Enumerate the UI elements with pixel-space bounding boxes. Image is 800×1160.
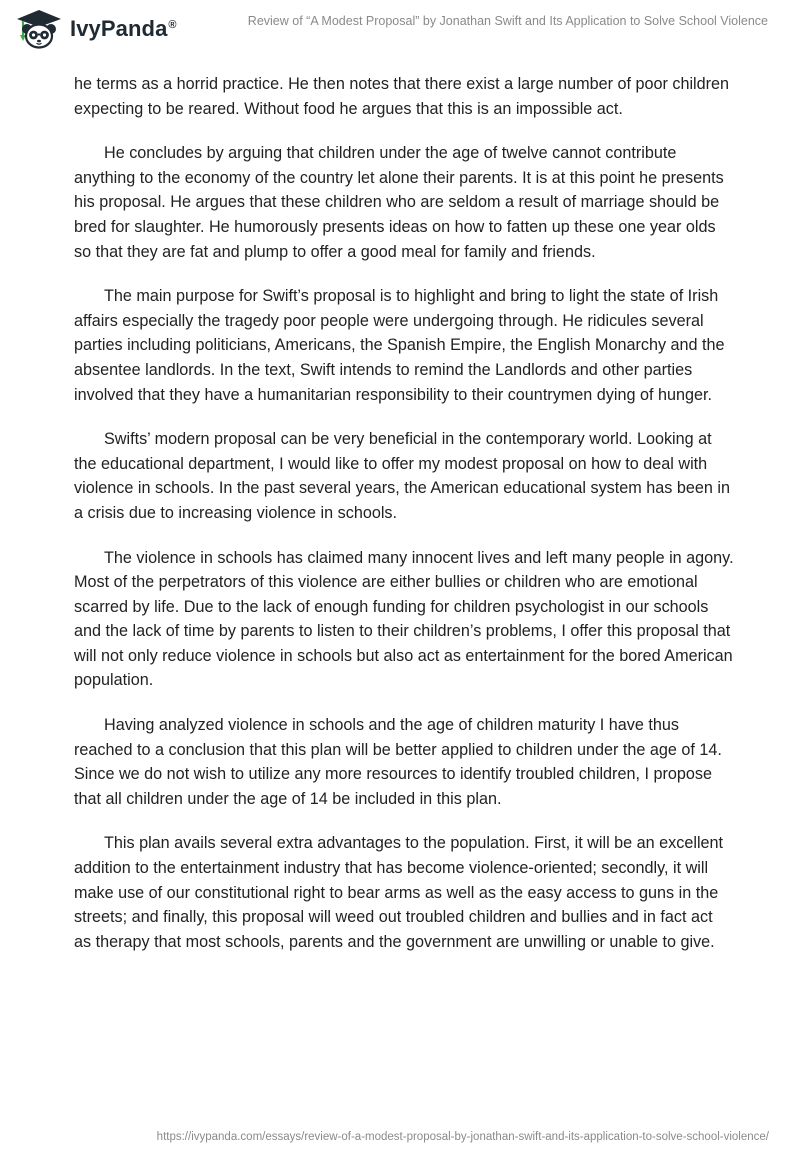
paragraph: This plan avails several extra advantages to the population. First, it will be an excellent addition to the entertainment industry that has become violence-oriented; secondly, it will make use of our constitutional right to bear arms as well as the easy access to guns in the streets; and finally, this proposal will weed out troubled children and bullies and in fact act as therapy that most schools, parents and the government are unwilling or unable to give. xyxy=(74,834,724,951)
paragraph: The main purpose for Swift’s proposal is to highlight and bring to light the state of Irish affairs especially the tragedy poor people were undergoing through. He ridicules several parties including politicians, Americans, the Spanish Empire, the English Monarchy and the absentee landlords. In the text, Swift intends to remind the Landlords and other parties involved that they have a humanitarian responsibility to their countrymen dying of hunger. xyxy=(74,287,725,404)
running-title: Review of “A Modest Proposal” by Jonathan Swift and Its Application to Solve School Violence xyxy=(247,14,768,28)
ivypanda-logo[interactable] xyxy=(14,8,177,50)
panda-graduate-icon xyxy=(14,8,64,50)
page-header xyxy=(0,0,800,60)
paragraph: He concludes by arguing that children under the age of twelve cannot contribute anything to the economy of the country let alone their parents. It is at this point he presents his proposal. He argues that these children who are seldom a result of marriage should be bred for slaughter. He humorously presents ideas on how to fatten up these one year olds so that they are fat and plump to offer a good meal for family and friends. xyxy=(74,144,724,261)
paragraph: Having analyzed violence in schools and the age of children maturity I have thus reached to a conclusion that this plan will be better applied to children under the age of 14. Since we do not wish to utilize any more resources to identify troubled children, I propose that all children under the age of 14 be included in this plan. xyxy=(74,716,722,808)
essay-body xyxy=(74,72,734,974)
paragraph: The violence in schools has claimed many innocent lives and left many people in agony. Most of the perpetrators of this violence are either bullies or children who are emotional scarred by life. Due to the lack of enough funding for children psychologist in our schools and the lack of time by parents to listen to their children’s problems, I offer this proposal that will not only reduce violence in schools but also act as entertainment for the bored American population. xyxy=(74,548,734,690)
paragraph: Swifts’ modern proposal can be very beneficial in the contemporary world. Looking at the educational department, I would like to offer my modest proposal on how to deal with violence in schools. In the past several years, the American educational system has been in a crisis due to increasing violence in schools. xyxy=(74,430,730,522)
brand-name: IvyPanda® xyxy=(70,16,177,41)
paragraph: he terms as a horrid practice. He then notes that there exist a large number of poor children expecting to be reared. Without food he argues that this is an impossible act. xyxy=(74,75,730,118)
source-url[interactable]: https://ivypanda.com/essays/review-of-a-modest-proposal-by-jonathan-swift-and-its-application-to-solve-school-violence/ xyxy=(156,1131,769,1143)
